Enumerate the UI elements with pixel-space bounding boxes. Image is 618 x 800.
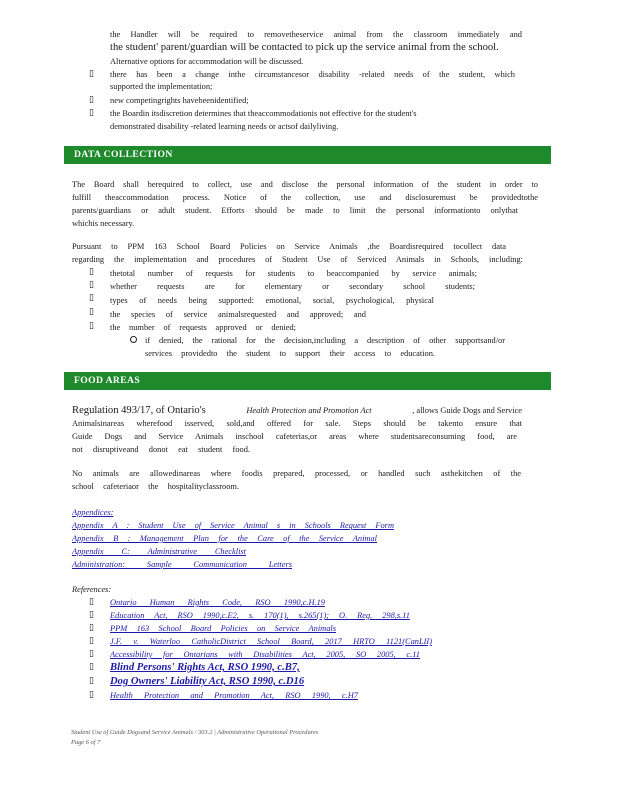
data-collection-heading-band — [64, 146, 551, 164]
data-collection-p2-line-2: regarding the implementation and procedures of Student Use of Serviced Animals in Schools, including: — [72, 255, 523, 264]
box-bullet-icon: ▯ — [89, 108, 94, 118]
data-item-3: types of needs being supported: emotional, social, psychological, physical — [110, 296, 434, 305]
reference-link-2[interactable]: Education Act, RSO 1990,c.E2, s. 170(1), s.265(1); O. Reg. 298,s.11 — [110, 611, 410, 620]
intro-bullet-1a: there has been a change inthe circumstancesor disability -related needs of the student, which — [110, 70, 515, 79]
data-collection-p2-line-1: Pursuant to PPM 163 School Board Policies on Service Animals ,the Boardisrequired tocollect data — [72, 242, 506, 251]
food-p2-line-1: No animals are allowedinareas where foodis prepared, processed, or handled such asthekitchen of the — [72, 469, 521, 478]
reference-link-1[interactable]: Ontario Human Rights Code, RSO 1990,c.H.19 — [110, 598, 325, 607]
box-bullet-icon: ▯ — [89, 623, 94, 633]
footer-page-number: Page 6 of 7 — [71, 739, 101, 746]
data-collection-heading: DATA COLLECTION — [74, 149, 173, 160]
reference-link-7[interactable]: Dog Owners' Liability Act, RSO 1990, c.D16 — [110, 676, 305, 687]
appendix-a-link[interactable]: Appendix A : Student Use of Service Animal s in Schools Request Form — [72, 521, 394, 530]
intro-line-1: the Handler will be required to removetheservice animal from the classroom immediately and — [110, 30, 522, 39]
intro-line-2: the student' parent/guardian will be contacted to pick up the service animal from the school. — [110, 42, 499, 53]
data-collection-p1-line-4: whichis necessary. — [72, 219, 135, 228]
data-collection-p1-line-1: The Board shall berequired to collect, use and disclose the personal information of the student in order to — [72, 180, 538, 189]
data-item-4: the species of service animalsrequested and approved; and — [110, 310, 366, 319]
food-p1-line-4: not disruptiveand donot eat student food. — [72, 445, 250, 454]
box-bullet-icon: ▯ — [89, 610, 94, 620]
food-p1-line-1 — [72, 404, 522, 417]
food-p2-line-2: school cafeteriaor the hospitalityclassroom. — [72, 482, 239, 491]
circle-bullet-icon — [130, 336, 137, 343]
box-bullet-icon: ▯ — [89, 321, 94, 331]
box-bullet-icon: ▯ — [89, 280, 94, 290]
data-item-5: the number of requests approved or denied; — [110, 323, 296, 332]
data-subitem-line-2: services providedto the student to support their access to education. — [145, 349, 435, 358]
regulation-text: Regulation 493/17, of Ontario's — [72, 405, 206, 416]
food-areas-heading: FOOD AREAS — [74, 375, 141, 386]
data-subitem-line-1: if denied, the rational for the decision,including a description of other supportsand/or — [145, 336, 505, 345]
reference-link-4[interactable]: J.F. v. Waterloo CatholicDistrict School Board, 2017 HRTO 1121(CanLII) — [110, 637, 432, 646]
intro-bullet-3b: demonstrated disability -related learning needs or actsof dailyliving. — [110, 122, 339, 131]
box-bullet-icon: ▯ — [89, 690, 94, 700]
reference-link-8[interactable]: Health Protection and Promotion Act, RSO 1990, c.H7 — [110, 691, 358, 700]
box-bullet-icon: ▯ — [89, 267, 94, 277]
footer-title: Student Use of Guide Dogsand Service Animals / 303.2 | Administrative Operational Procedures — [71, 729, 319, 736]
intro-bullet-2: new competingrights havebeenidentified; — [110, 96, 249, 105]
appendix-b-link[interactable]: Appendix B : Management Plan for the Care of the Service Animal — [72, 534, 377, 543]
appendix-c-link[interactable]: Appendix C: Administrative Checklist — [72, 547, 246, 556]
box-bullet-icon: ▯ — [89, 676, 94, 686]
reference-link-5[interactable]: Accessibility for Ontarians with Disabilities Act, 2005, SO 2005, c.11 — [110, 650, 420, 659]
box-bullet-icon: ▯ — [89, 597, 94, 607]
box-bullet-icon: ▯ — [89, 662, 94, 672]
food-p1-line-3: Guide Dogs and Service Animals inschool cafeterias,or areas where studentsareconsuming food, are — [72, 432, 517, 441]
intro-bullet-1b: supported the implementation; — [110, 82, 213, 91]
intro-bullet-3a: the Boardin itsdiscretion determines that theaccommodationis not effective for the student's — [110, 109, 417, 118]
box-bullet-icon: ▯ — [89, 307, 94, 317]
data-item-2: whether requests are for elementary or secondary school students; — [110, 282, 475, 291]
data-collection-p1-line-3: parents/guardians or adult student. Efforts should be made to limit the personal informationto onlythat — [72, 206, 518, 215]
data-item-1: thetotal number of requests for students to beaccompanied by service animals; — [110, 269, 477, 278]
intro-line-3: Alternative options for accommodation will be discussed. — [110, 57, 304, 66]
administration-link[interactable]: Administration: Sample Communication Letters — [72, 560, 292, 569]
reference-link-3[interactable]: PPM 163 School Board Policies on Service Animals — [110, 624, 336, 633]
regulation-tail: , allows Guide Dogs and Service — [412, 406, 522, 415]
box-bullet-icon: ▯ — [89, 95, 94, 105]
box-bullet-icon: ▯ — [89, 649, 94, 659]
reference-link-6[interactable]: Blind Persons' Rights Act, RSO 1990, c.B7, — [110, 662, 300, 673]
food-areas-heading-band — [64, 372, 551, 390]
food-p1-line-2: Animalsinareas wherefood isserved, sold,and offered for sale. Steps should be takento ensure that — [72, 419, 522, 428]
data-collection-p1-line-2: fulfill theaccommodation process. Notice of the collection, use and disclosuremust be providedtothe — [72, 193, 538, 202]
box-bullet-icon: ▯ — [89, 636, 94, 646]
box-bullet-icon: ▯ — [89, 293, 94, 303]
act-title-italic: Health Protection and Promotion Act — [246, 406, 372, 415]
box-bullet-icon: ▯ — [89, 69, 94, 79]
appendices-heading: Appendices: — [72, 508, 114, 517]
references-heading: References: — [72, 585, 112, 594]
